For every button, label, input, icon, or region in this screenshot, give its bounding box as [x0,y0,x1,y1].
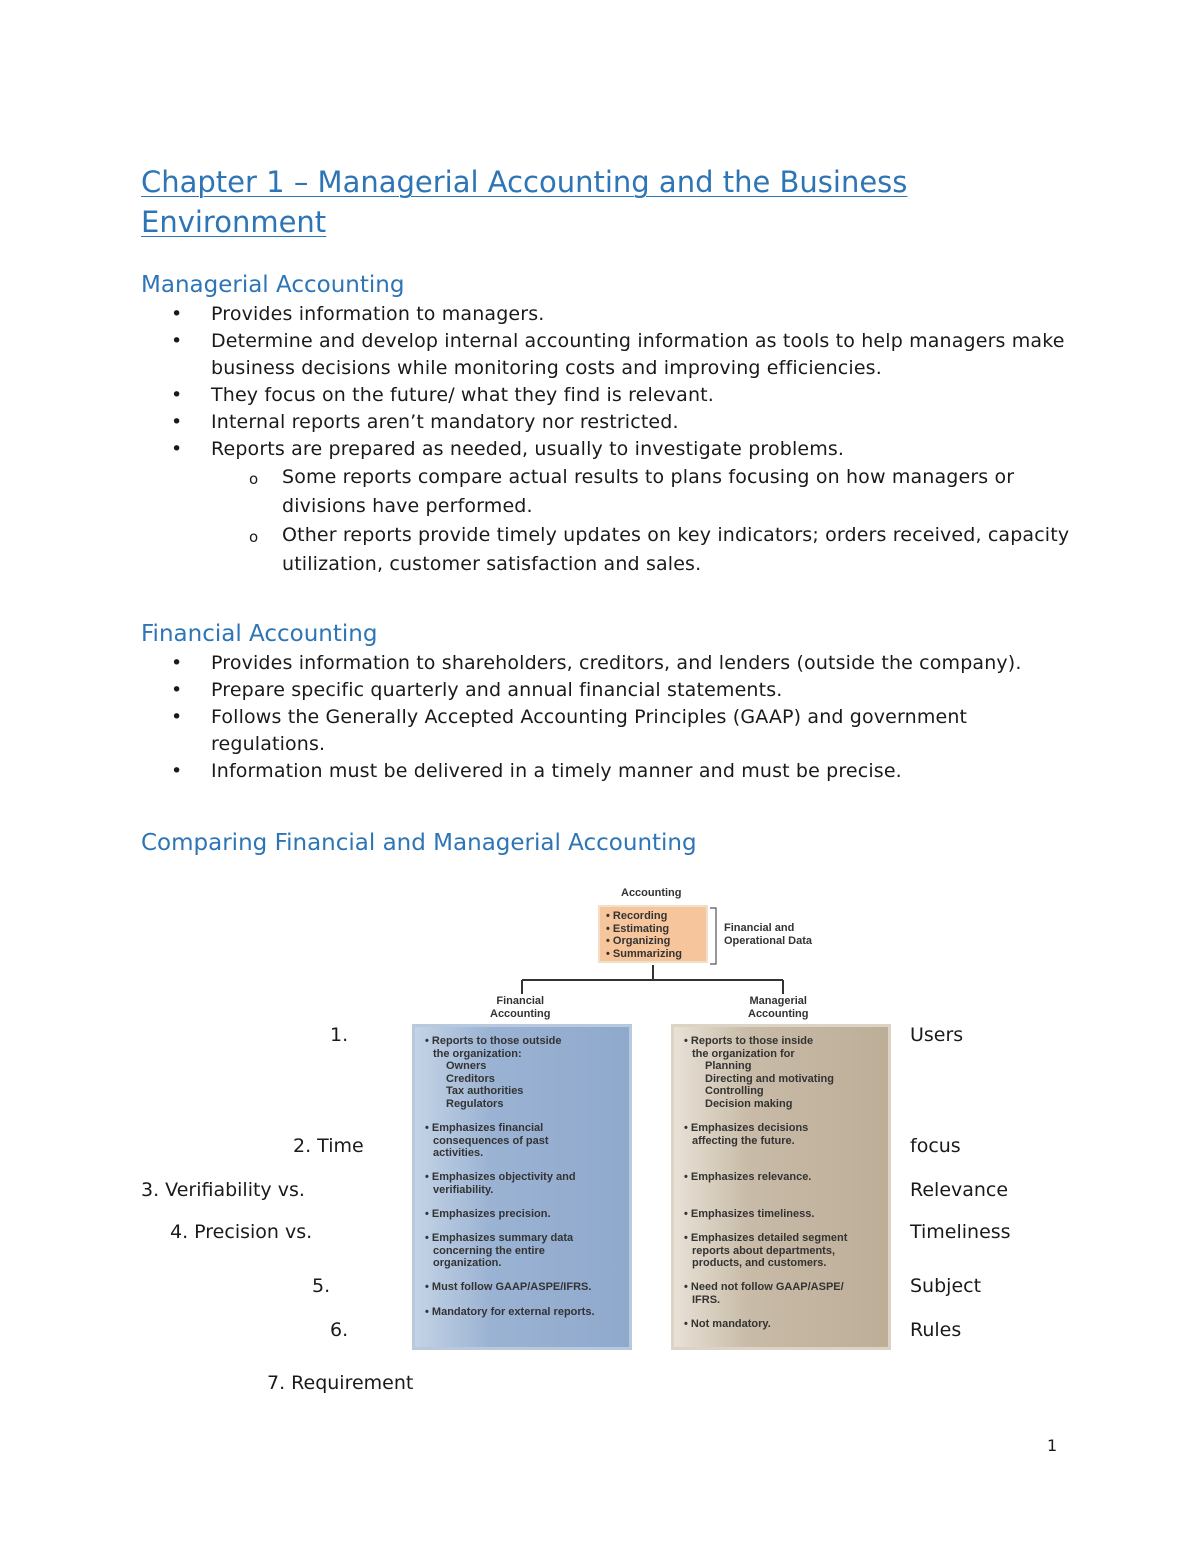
accounting-functions-box [598,905,708,963]
fin-verifiability: • Emphasizes objectivity and verifiability. [425,1171,576,1196]
managerial-heading: Managerial Accounting [141,272,405,298]
accounting-function: • Summarizing [606,947,682,960]
label-2-time: 2. Time [293,1135,364,1157]
man-rules: • Need not follow GAAP/ASPE/ IFRS. [684,1281,844,1306]
list-item: • Internal reports aren’t mandatory nor restricted. [171,411,679,433]
label-rules: Rules [910,1319,962,1341]
financial-column [412,1024,632,1350]
managerial-sublist [211,463,1071,579]
list-item: • Determine and develop internal accounting information as tools to help managers make business decisions while monitoring costs and improving efficiencies. [171,330,1065,379]
sub-list-item: o Some reports compare actual results to plans focusing on how managers or divisions have performed. [249,466,1015,517]
title-line-1: Chapter 1 – Managerial Accounting and the Business [141,165,908,199]
man-time: • Emphasizes decisions affecting the future. [684,1122,809,1147]
fin-users: • Reports to those outside the organization: Owners Creditors Tax authorities Regulators [425,1035,562,1110]
comparison-diagram [410,880,900,1355]
accounting-function: • Organizing [606,935,671,947]
title-line-2: Environment [141,205,327,239]
page-title [141,162,1041,242]
managerial-list [141,301,1071,579]
label-users: Users [910,1024,964,1046]
list-item: • Prepare specific quarterly and annual financial statements. [171,679,783,701]
fin-precision: • Emphasizes precision. [425,1208,551,1220]
accounting-function: • Recording [606,910,668,922]
list-item: • They focus on the future/ what they find is relevant. [171,384,714,406]
list-item: • Provides information to shareholders, creditors, and lenders (outside the company). [171,652,1022,674]
comparing-heading: Comparing Financial and Managerial Accounting [141,830,697,856]
list-item: • Information must be delivered in a timely manner and must be precise. [171,760,902,782]
label-6: 6. [330,1319,349,1341]
label-subject: Subject [910,1275,982,1297]
man-requirement: • Not mandatory. [684,1318,771,1330]
financial-column-header: Financial Accounting [490,995,551,1020]
label-4-precision: 4. Precision vs. [170,1221,313,1243]
fin-rules: • Must follow GAAP/ASPE/IFRS. [425,1281,592,1293]
man-users: • Reports to those inside the organization for Planning Directing and motivating Controlling Decision making [684,1035,834,1110]
man-timeliness: • Emphasizes timeliness. [684,1208,815,1220]
label-relevance: Relevance [910,1179,1009,1201]
accounting-function: • Estimating [606,922,670,935]
fin-subject: • Emphasizes summary data concerning the entire organization. [425,1232,574,1269]
man-relevance: • Emphasizes relevance. [684,1171,812,1183]
managerial-column-header: Managerial Accounting [748,995,809,1020]
label-focus: focus [910,1135,961,1157]
sub-list-item: o Other reports provide timely updates on key indicators; orders received, capacity utilization, customer satisfaction and sales. [249,524,1070,575]
fin-time: • Emphasizes financial consequences of past activities. [425,1122,549,1159]
managerial-column [671,1024,891,1350]
man-subject: • Emphasizes detailed segment reports about departments, products, and customers. [684,1232,848,1269]
financial-list [141,650,1071,785]
label-3-verifiability: 3. Verifiability vs. [141,1179,305,1201]
page-number: 1 [1047,1436,1058,1455]
data-label: Financial and Operational Data [724,922,813,947]
label-1: 1. [330,1024,349,1046]
label-7-requirement: 7. Requirement [267,1372,414,1394]
list-item: • Follows the Generally Accepted Accounting Principles (GAAP) and government regulations. [171,706,968,755]
list-item: • Provides information to managers. [171,303,545,325]
diagram-top-title: Accounting [621,887,682,899]
list-item: • Reports are prepared as needed, usually to investigate problems. o Some reports compare actual results to plans focusing on how managers or divisions have performed. o Other reports provide timely updates on key indicators; orders received, capacity utilization, customer satisfaction and sales. [141,436,1071,579]
fin-requirement: • Mandatory for external reports. [425,1306,595,1318]
label-5: 5. [312,1275,331,1297]
label-timeliness: Timeliness [910,1221,1011,1243]
financial-heading: Financial Accounting [141,621,378,647]
